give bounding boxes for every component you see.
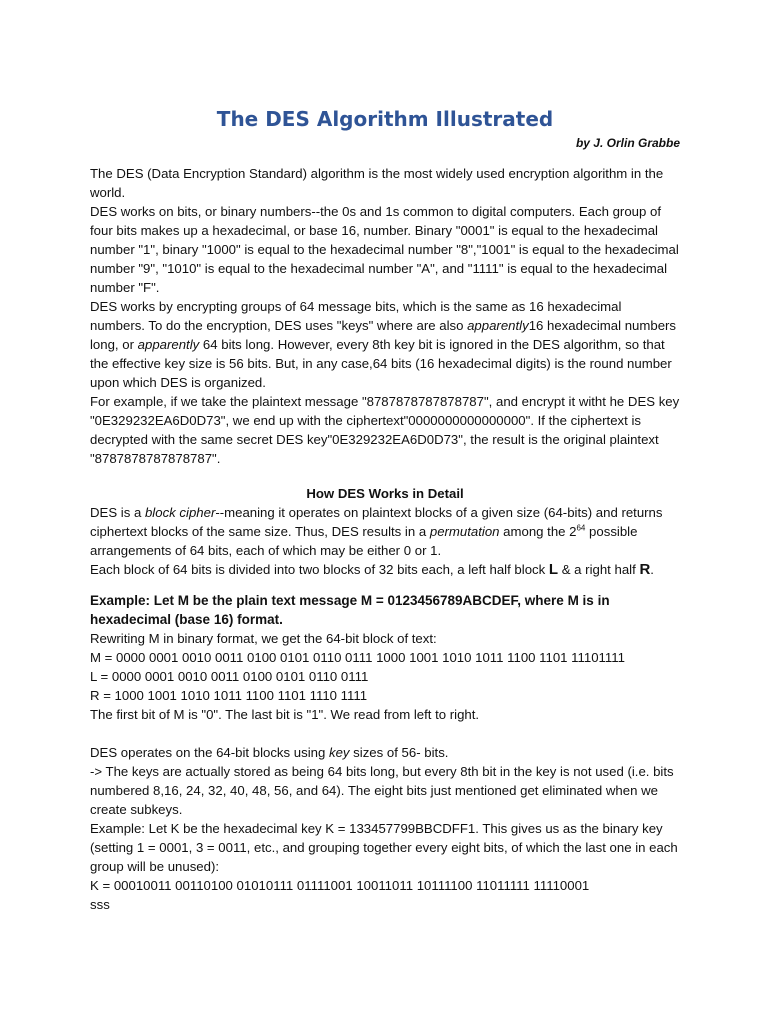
example-line: Rewriting M in binary format, we get the 64-bit block of text: [90, 631, 437, 646]
keys-paragraph-2: -> The keys are actually stored as being 64 bits long, but every 8th bit in the key is not used (i.e. bits numbered 8,16, 24, 32, 40, 48, 56, and 64). The eight bits just mentioned get eliminated when we create subkeys. [90, 764, 674, 817]
example-line: The first bit of M is "0". The last bit is "1". We read from left to right. [90, 707, 480, 722]
intro-paragraph-1: The DES (Data Encryption Standard) algorithm is the most widely used encryption algorithm in the world. [90, 166, 664, 200]
details-p1-text-c: among the 2 [499, 524, 577, 539]
keys-p1-text-a: DES operates on the 64-bit blocks using [90, 745, 329, 760]
example-line: M = 0000 0001 0010 0011 0100 0101 0110 0111 1000 1001 1010 1011 1100 1101 11101111 [90, 650, 625, 665]
intro-p3-text-a: DES works by encrypting groups of 64 message bits, which is the same as 16 hexadecimal numbers. To do the encryption, DES uses "keys" where are also [90, 299, 622, 333]
details-p1-text-d: possible arrangements of 64 bits, each of which may be either 0 or 1. [90, 524, 638, 558]
exponent-64: 64 [576, 523, 586, 533]
example-heading: Example: Let M be the plain text message M = 0123456789ABCDEF, where M is in hexadecimal (base 16) format. [90, 593, 610, 627]
section-heading-details: How DES Works in Detail [306, 486, 464, 501]
details-p2-text-b: & a right half [558, 562, 640, 577]
intro-paragraph-2: DES works on bits, or binary numbers--the 0s and 1s common to digital computers. Each group of four bits makes up a hexadecimal, or base 16, number. Binary "0001" is equal to the hexadecimal number "1", binary "1000" is equal to the hexadecimal number "8","1001" is equal to the hexadecimal number "9", "1010" is equal to the hexadecimal number "A", and "1111" is equal to the hexadecimal number "F". [90, 204, 679, 295]
details-p1-emphasis-b: permutation [429, 524, 500, 539]
intro-p3-emphasis-a: apparently [467, 318, 529, 333]
intro-p3-text-c: 64 bits long. However, every 8th key bit is ignored in the DES algorithm, so that the effective key size is 56 bits. But, in any case,64 bits (16 hexadecimal digits) is the round number upon which DES is organized. [90, 337, 672, 390]
left-half-symbol: L [548, 561, 559, 578]
document-title: The DES Algorithm Illustrated [216, 107, 554, 131]
keys-p1-text-b: sizes of 56- bits. [349, 745, 449, 760]
keys-paragraph-3: Example: Let K be the hexadecimal key K = 133457799BBCDFF1. This gives us as the binary key (setting 1 = 0001, 3 = 0011, etc., and grouping together every eight bits, of which the last one in each group will be unused): [90, 821, 678, 874]
blank-line [90, 724, 680, 743]
keys-paragraph-1 [90, 743, 680, 762]
intro-paragraph-3 [90, 297, 680, 392]
author-byline: by J. Orlin Grabbe [575, 136, 680, 150]
document-page [90, 104, 680, 914]
intro-p3-emphasis-b: apparently [137, 337, 200, 352]
intro-paragraph-4: For example, if we take the plaintext message "8787878787878787", and encrypt it witht he DES key "0E329232EA6D0D73", we end up with the ciphertext"0000000000000000". If the ciphertext is decrypted with the same secret DES key"0E329232EA6D0D73", the result is the original plaintext "8787878787878787". [90, 394, 680, 466]
details-paragraph-1 [90, 503, 680, 560]
example-line: R = 1000 1001 1010 1011 1100 1101 1110 1111 [90, 688, 368, 703]
right-half-symbol: R [639, 561, 651, 578]
binary-key-line: K = 00010011 00110100 01010111 01111001 10011011 10111100 11011111 11110001 [90, 878, 590, 893]
details-paragraph-2 [90, 560, 680, 579]
details-p2-text-a: Each block of 64 bits is divided into two blocks of 32 bits each, a left half block [90, 562, 549, 577]
details-p1-text-a: DES is a [90, 505, 145, 520]
details-p1-emphasis-a: block cipher [144, 505, 216, 520]
details-p1-text-b: --meaning it operates on plaintext blocks of a given size (64-bits) and returns ciphertext blocks of the same size. Thus, DES results in a [90, 505, 663, 539]
intro-p3-text-b: 16 hexadecimal numbers long, or [90, 318, 677, 352]
example-line: L = 0000 0001 0010 0011 0100 0101 0110 0111 [90, 669, 369, 684]
trailing-text: sss [90, 897, 110, 912]
keys-p1-emphasis: key [328, 745, 350, 760]
details-p2-text-c: . [650, 562, 654, 577]
